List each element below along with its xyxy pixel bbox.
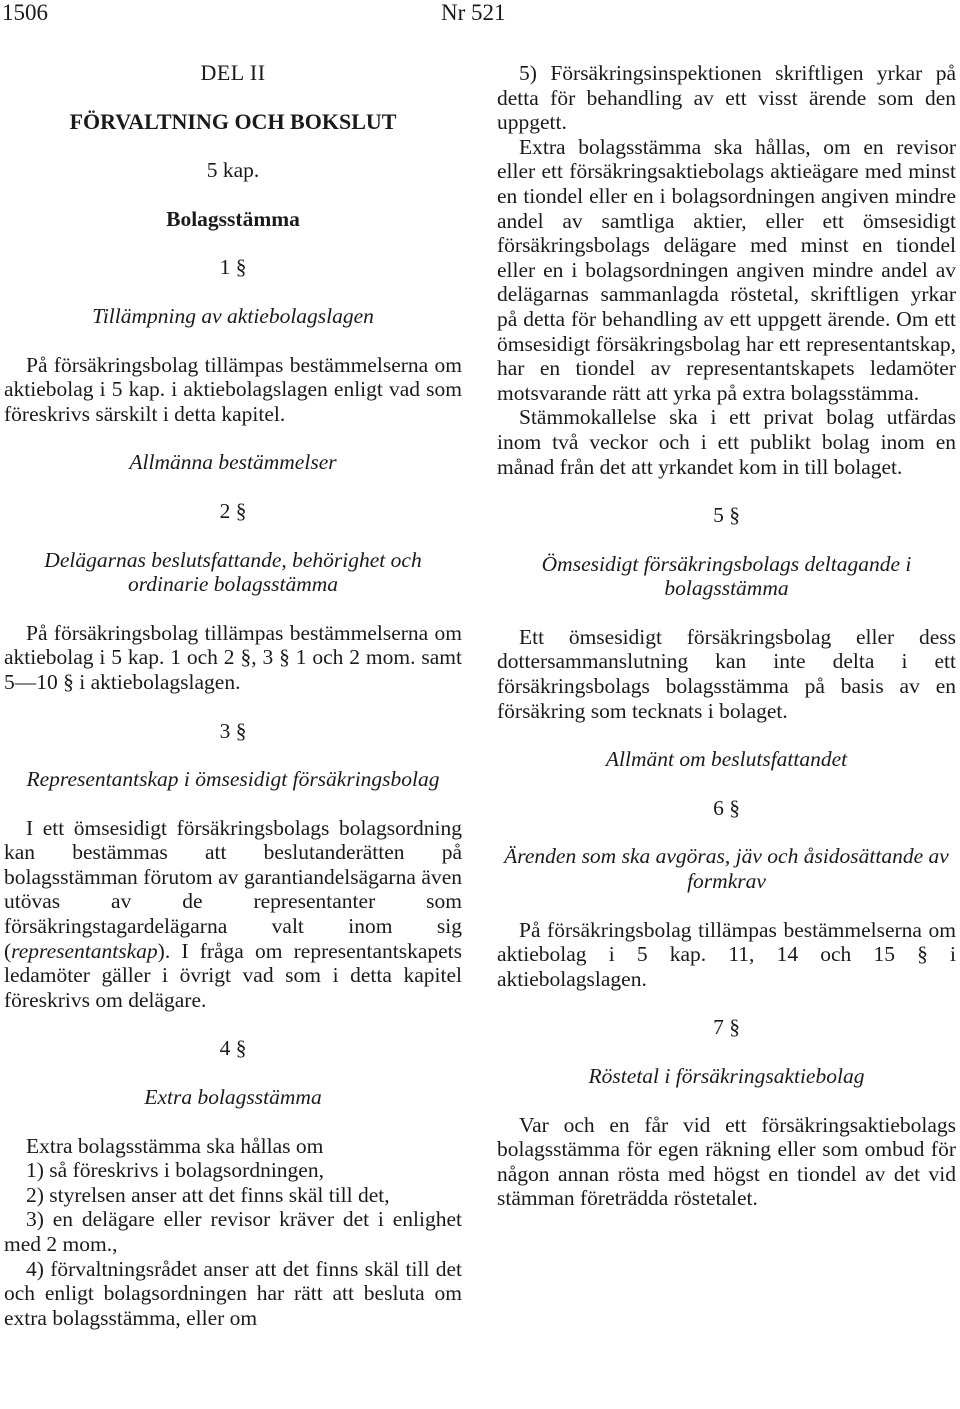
chapter-title: Bolagsstämma [166,206,300,231]
page-header [0,0,960,30]
section-6-number: 6 § [713,795,740,820]
section-1-text: På försäkringsbolag tillämpas bestämmelserna om aktiebolag i 5 kap. i aktiebolagslagen enligt vad som föreskrivs särskilt i detta kapitel. [4,352,462,426]
section-4-item-1: 1) så föreskrivs i bolagsordningen, [26,1158,324,1183]
section-4-paragraph-3: Stämmokallelse ska i ett privat bolag utfärdas inom två veckor och i ett publikt bolag inom en månad från det att yrkandet kom in till bolaget. [497,405,956,479]
section-3-text [4,816,462,1013]
section-7-text: Var och en får vid ett försäkringsaktiebolags bolagsstämma för egen räkning eller som ombud för någon annan rösta med högst en tiondel av det vid stämman företrädda röstetalet. [497,1112,956,1211]
left-column [4,61,462,1330]
section-4-number: 4 § [219,1036,247,1061]
section-6-caption: Ärenden som ska avgöras, jäv och åsidosättande av formkrav [504,844,949,894]
section-2-caption: Delägarnas beslutsfattande, behörighet och ordinarie bolagsstämma [44,547,422,597]
right-column [497,61,956,1211]
section-5-text: Ett ömsesidigt försäkringsbolag eller dess dottersammanslutning kan inte delta i ett försäkringsbolags bolagsstämma på basis av en försäkring som tecknats i bolaget. [497,624,956,723]
decision-making-caption: Allmänt om beslutsfattandet [605,747,848,772]
section-2-number: 2 § [219,498,247,523]
section-3-text-a: I ett ömsesidigt försäkringsbolags bolagsordning kan bestämmas att beslutanderätten på bolagsstämman förutom av garantiandelsägarna även utövas av de representanter som försäkringstagardelägarna valt inom sig ( [4,815,462,963]
section-5-number: 5 § [713,503,740,528]
section-1-caption: Tillämpning av aktiebolagslagen [92,303,374,328]
section-3-text-b: ). I fråga om representantskapets ledamöter gäller i övrigt vad som i detta kapitel föreskrivs om delägare. [4,938,462,1012]
section-4-item-4: 4) förvaltningsrådet anser att det finns skäl till det och enligt bolagsordningen har rätt att besluta om extra bolagsstämma, eller om [4,1256,462,1330]
section-4-item-2: 2) styrelsen anser att det finns skäl till det, [26,1182,390,1207]
section-6-text: På försäkringsbolag tillämpas bestämmelserna om aktiebolag i 5 kap. 11, 14 och 15 § i aktiebolagslagen. [497,917,956,991]
chapter-number: 5 kap. [206,158,260,183]
section-5-caption: Ömsesidigt försäkringsbolags deltagande i bolagsstämma [541,551,912,601]
part-heading: FÖRVALTNING OCH BOKSLUT [69,108,397,134]
section-4-intro: Extra bolagsstämma ska hållas om [26,1133,324,1158]
section-3-defined-term: representantskap [11,938,158,963]
section-3-number: 3 § [219,718,247,743]
general-provisions-caption: Allmänna bestämmelser [129,450,337,475]
part-title: DEL II [200,60,266,85]
section-4-item-3: 3) en delägare eller revisor kräver det i enlighet med 2 mom., [4,1207,462,1256]
section-4-item-5: 5) Försäkringsinspektionen skriftligen yrkar på detta för behandling av ett visst ärende som den uppgett. [497,61,956,135]
section-2-text: På försäkringsbolag tillämpas bestämmelserna om aktiebolag i 5 kap. 1 och 2 §, 3 § 1 och 2 mom. samt 5—10 § i aktiebolagslagen. [4,620,462,694]
section-1-number: 1 § [219,255,247,280]
section-7-caption: Röstetal i försäkringsaktiebolag [588,1064,865,1088]
statute-number: Nr 521 [441,0,506,25]
section-4-caption: Extra bolagsstämma [144,1085,322,1110]
page-number: 1506 [2,0,48,25]
section-4-paragraph-2: Extra bolagsstämma ska hållas, om en revisor eller ett försäkringsaktiebolags aktieägare med minst en tiondel eller en i bolagsordningen angiven mindre andel av samtliga aktier, eller ett ömsesidigt försäkringsbolags delägare med minst en tiondel eller en i bolagsordningen angiven mindre andel av delägarnas sammanlagda röstetal, skriftligen yrkar på detta för behandling av ett uppgett ärende. Om ett ömsesidigt försäkringsbolag har ett representantskap, har en tiondel av representantskapets ledamöter motsvarande rätt att yrka på extra bolagsstämma. [497,134,956,405]
section-7-number: 7 § [713,1015,740,1040]
section-3-caption: Representantskap i ömsesidigt försäkringsbolag [26,767,440,792]
